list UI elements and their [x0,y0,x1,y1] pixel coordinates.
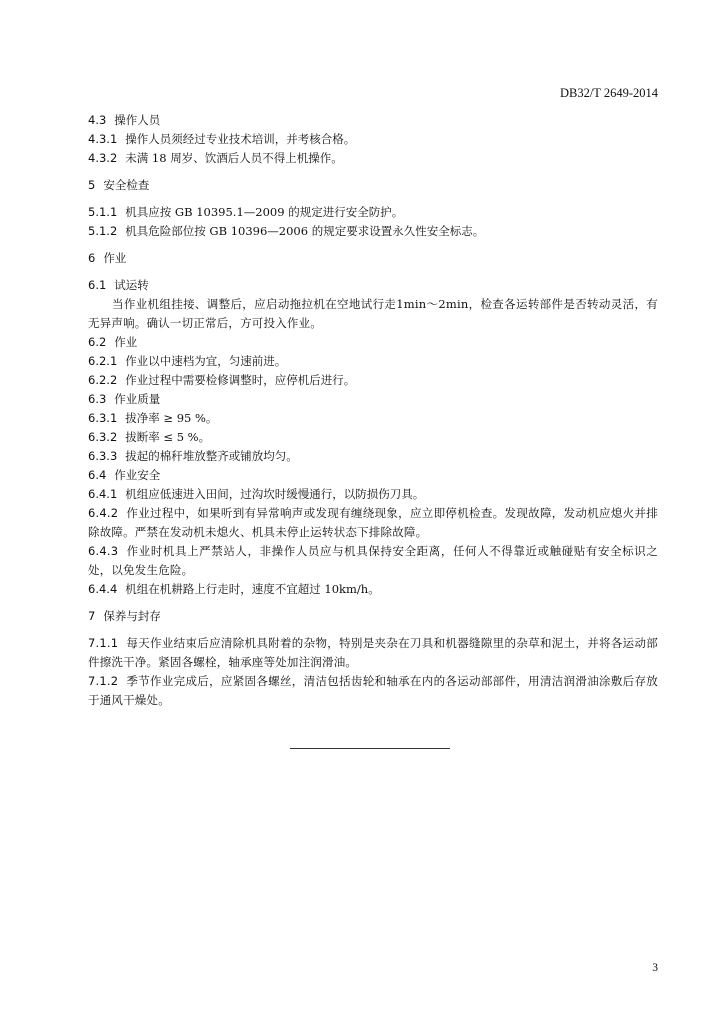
clause-text: 拔起的棉秆堆放整齐或铺放均匀。 [125,449,298,463]
page-number: 3 [652,962,658,974]
clause-4-3-1 [88,130,658,149]
section-number: 7 [88,609,96,623]
clause-4-3-2 [88,149,658,168]
clause-number: 6.4 [88,468,107,482]
clause-6-4-2 [88,504,658,542]
clause-number: 5.1.1 [88,205,118,219]
clause-text: 作业过程中需要检修调整时，应停机后进行。 [125,373,356,387]
clause-6-3-2 [88,428,658,447]
clause-text: 机组应低速进入田间，过沟坎时缓慢通行，以防损伤刀具。 [125,487,425,501]
clause-number: 4.3.2 [88,151,118,165]
clause-6-2 [88,333,658,352]
clause-number: 6.3.2 [88,430,118,444]
section-number: 6 [88,251,96,265]
clause-number: 6.3 [88,392,107,406]
clause-7-1-1 [88,634,658,672]
clause-text: 操作人员 [114,113,161,127]
clause-4-3 [88,111,658,130]
clause-text: 操作人员须经过专业技术培训，并考核合格。 [125,132,356,146]
section-title: 安全检查 [103,178,150,192]
clause-text: 拔净率 ≥ 95 %。 [125,411,218,425]
clause-number: 4.3 [88,113,107,127]
clause-number: 6.2.2 [88,373,118,387]
clause-number: 6.4.2 [88,506,119,520]
clause-text: 拔断率 ≤ 5 %。 [125,430,211,444]
clause-number: 4.3.1 [88,132,118,146]
clause-6-4 [88,466,658,485]
clause-6-4-3 [88,542,658,580]
section-6-heading [88,249,658,268]
clause-number: 5.1.2 [88,224,118,238]
clause-text: 机组在机耕路上行走时，速度不宜超过 10km/h。 [125,582,380,596]
clause-text: 作业 [114,335,138,349]
clause-text: 机具应按 GB 10395.1—2009 的规定进行安全防护。 [125,205,404,219]
clause-number: 6.2.1 [88,354,118,368]
clause-5-1-2 [88,222,658,241]
clause-6-1 [88,276,658,295]
clause-6-4-1 [88,485,658,504]
clause-number: 7.1.2 [88,674,119,688]
clause-number: 6.4.3 [88,544,119,558]
clause-number: 6.3.3 [88,449,118,463]
clause-number: 6.3.1 [88,411,118,425]
clause-number: 6.4.4 [88,582,118,596]
clause-text: 试运转 [114,278,149,292]
clause-text: 未满 18 周岁、饮酒后人员不得上机操作。 [125,151,343,165]
clause-6-4-4 [88,580,658,599]
clause-6-3-3 [88,447,658,466]
clause-text: 作业时机具上严禁站人，非操作人员应与机具保持安全距离，任何人不得靠近或触碰贴有安全标识之处，以免发生危险。 [88,544,658,577]
clause-number: 7.1.1 [88,636,119,650]
section-5-heading [88,176,658,195]
clause-6-2-2 [88,371,658,390]
section-title: 保养与封存 [103,609,161,623]
section-title: 作业 [103,251,127,265]
clause-number: 6.2 [88,335,107,349]
end-rule-divider [290,748,450,749]
clause-number: 6.4.1 [88,487,118,501]
clause-5-1-1 [88,203,658,222]
clause-text: 作业质量 [114,392,161,406]
clause-7-1-2 [88,672,658,710]
clause-text: 季节作业完成后，应紧固各螺丝，清洁包括齿轮和轴承在内的各运动部部件，用清洁润滑油涂敷后存放于通风干燥处。 [88,674,658,707]
clause-text: 机具危险部位按 GB 10396—2006 的规定要求设置永久性安全标志。 [125,224,485,238]
clause-text: 作业过程中，如果听到有异常响声或发现有缠绕现象，应立即停机检查。发现故障，发动机应熄火并排除故障。严禁在发动机未熄火、机具未停止运转状态下排除故障。 [88,506,658,539]
clause-text: 作业以中速档为宜，匀速前进。 [125,354,287,368]
paragraph-6-1: 当作业机组挂接、调整后，应启动拖拉机在空地试行走1min～2min，检查各运转部件是否转动灵活，有无异声响。确认一切正常后，方可投入作业。 [88,297,658,330]
clause-6-2-1 [88,352,658,371]
clause-6-3 [88,390,658,409]
clause-text: 作业安全 [114,468,161,482]
document-code: DB32/T 2649-2014 [559,86,658,100]
document-body [88,111,658,710]
clause-number: 6.1 [88,278,107,292]
clause-text: 每天作业结束后应清除机具附着的杂物，特别是夹杂在刀具和机器缝隙里的杂草和泥土，并将各运动部件擦洗干净。紧固各螺栓，轴承座等处加注润滑油。 [88,636,658,669]
section-number: 5 [88,178,96,192]
clause-6-3-1 [88,409,658,428]
section-7-heading [88,607,658,626]
